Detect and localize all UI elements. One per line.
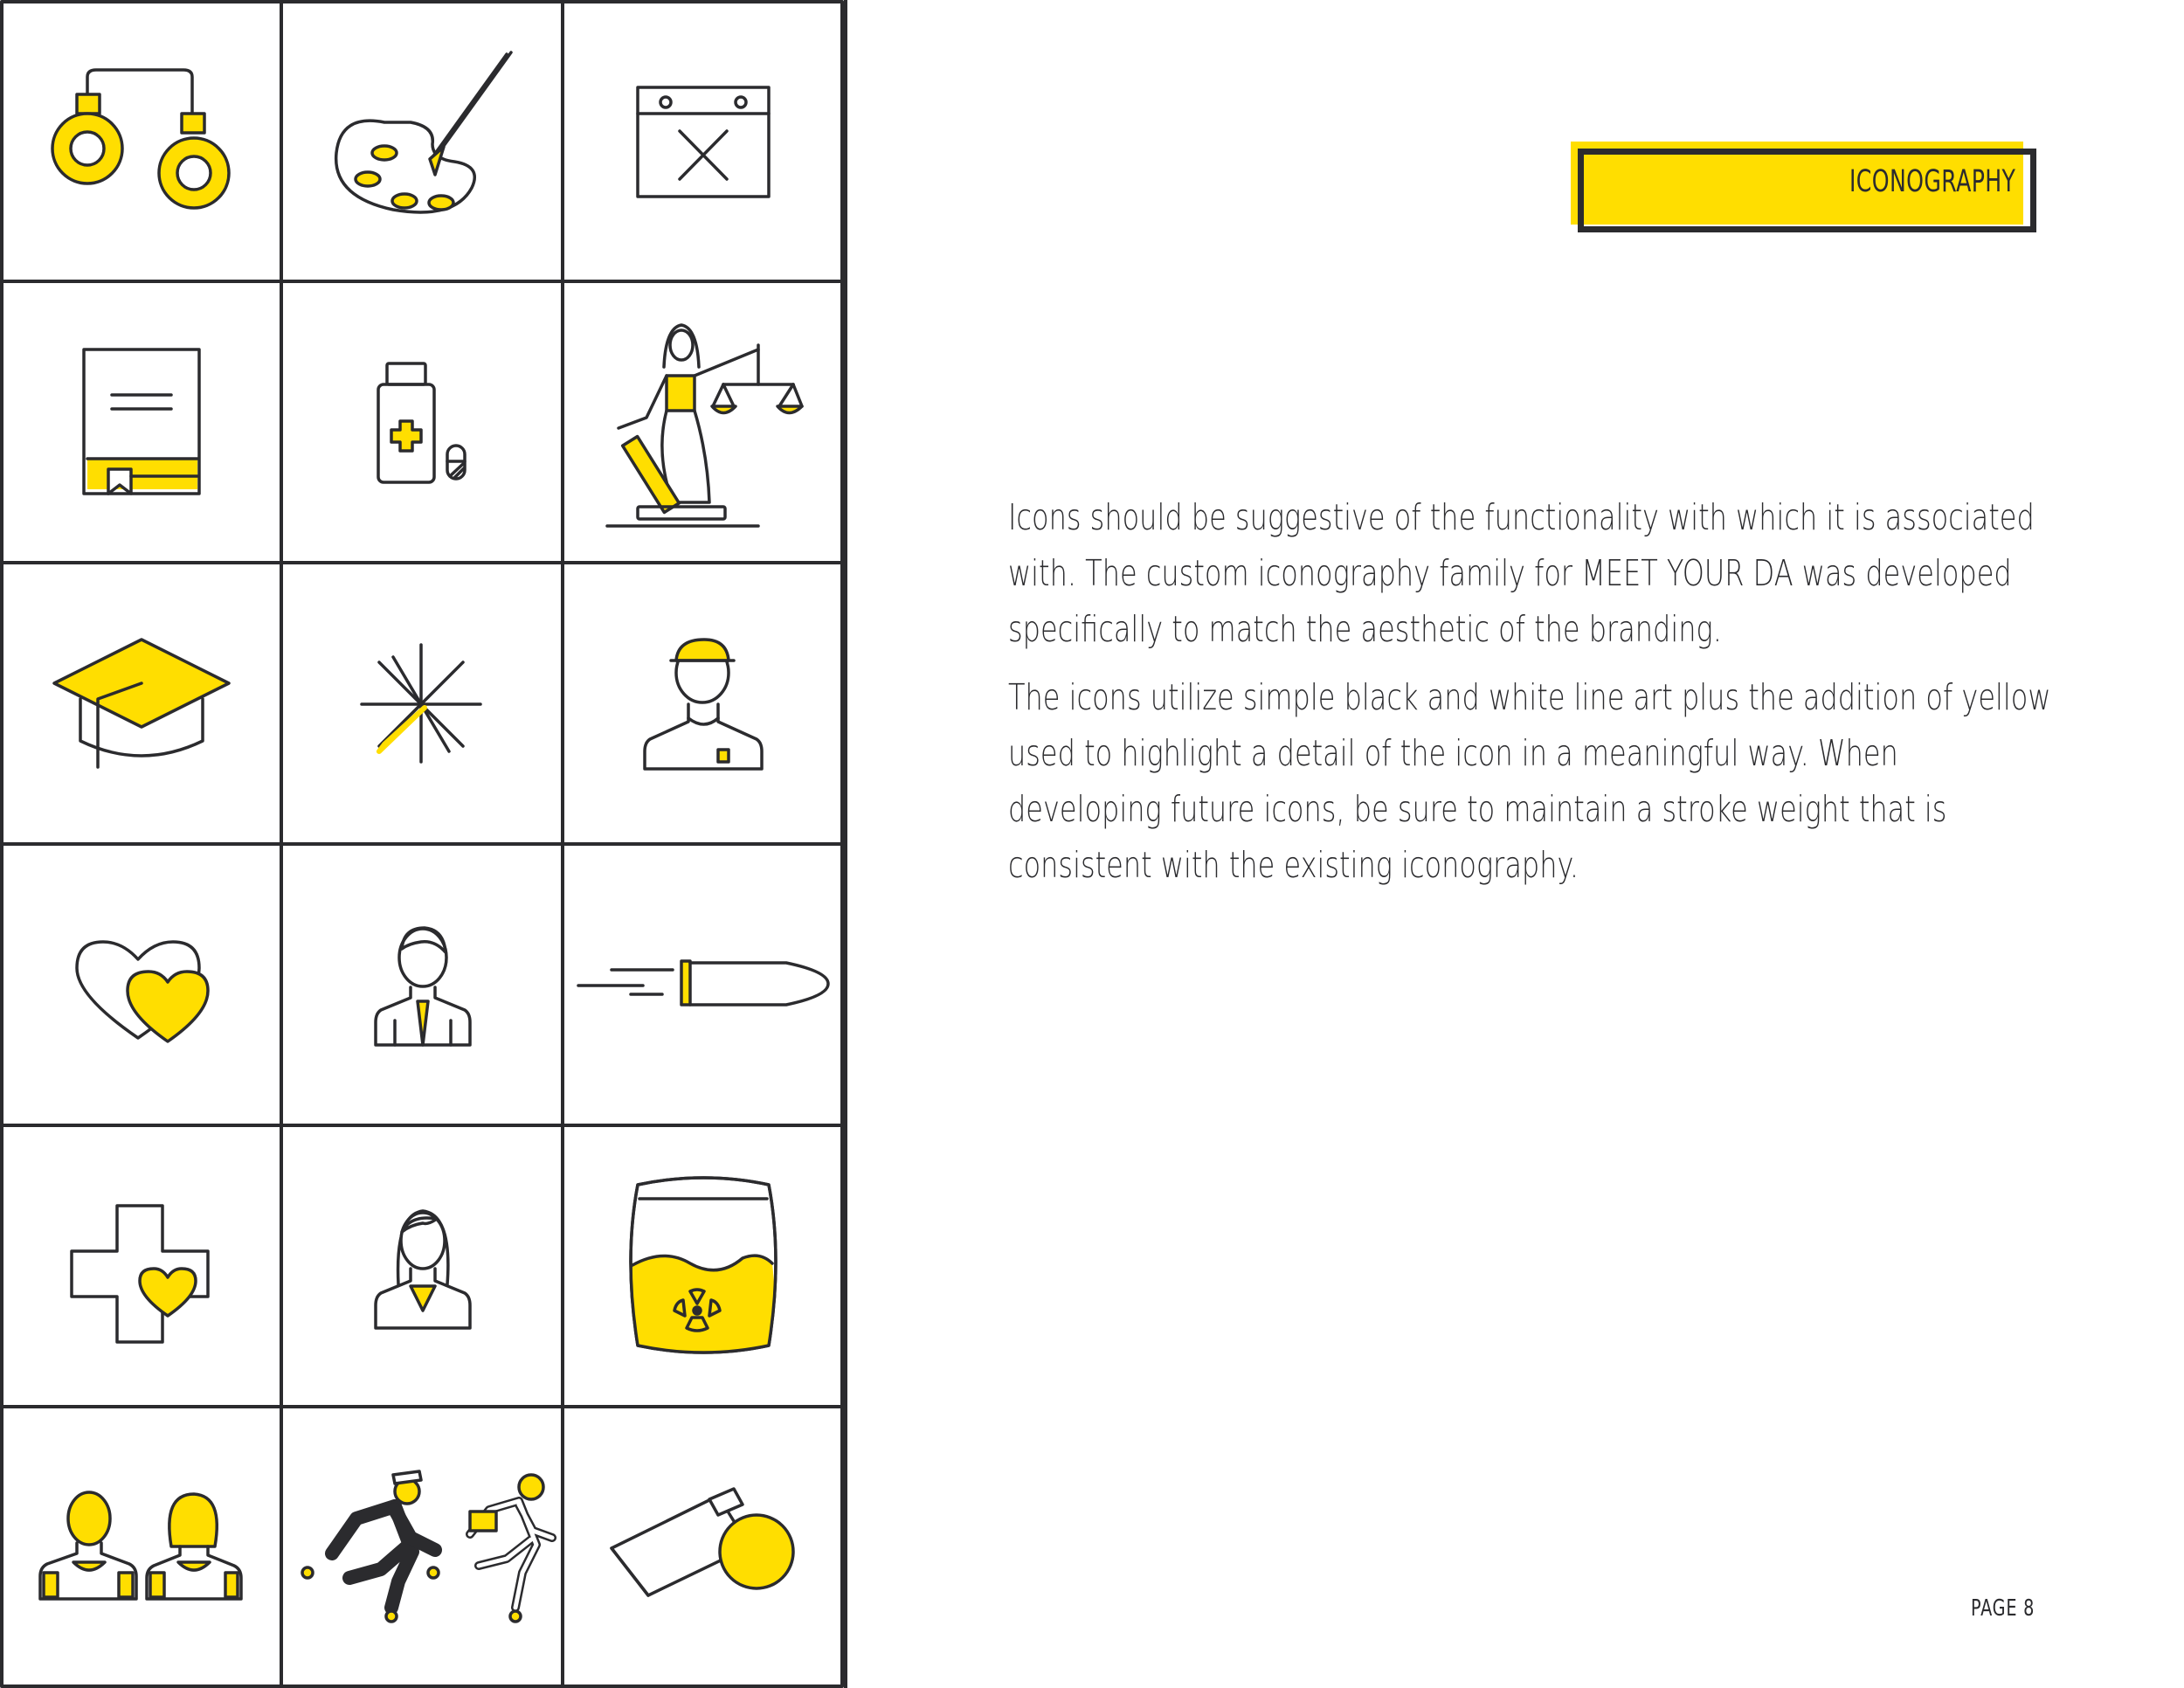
paragraph-intro: Icons should be suggestive of the functionality with which it is associated with. The custom iconography family for MEET YOUR DA was developed specifically to match the aesthetic of the branding. — [1008, 496, 2035, 650]
page-divider — [844, 0, 847, 1688]
grid-lines — [0, 0, 844, 1688]
calendar-cancel-icon — [638, 87, 769, 197]
starburst-icon — [362, 645, 480, 762]
whistle-icon — [612, 1489, 793, 1595]
handcuffs-icon — [52, 70, 229, 208]
page-number: PAGE 8 — [1971, 1595, 2035, 1622]
lady-justice-icon — [607, 325, 802, 526]
worker-cap-icon — [645, 640, 762, 769]
businesswoman-icon — [376, 1211, 470, 1328]
radioactive-barrel-icon — [631, 1178, 776, 1352]
section-heading — [1571, 142, 2038, 232]
two-hearts-icon — [77, 942, 208, 1041]
graduation-cap-icon — [54, 640, 229, 767]
icon-grid — [0, 0, 844, 1688]
man-woman-icon — [40, 1492, 241, 1599]
paint-palette-icon — [336, 52, 511, 212]
businessman-icon — [376, 928, 470, 1045]
medicine-bottle-icon — [378, 363, 465, 482]
medical-cross-heart-icon — [72, 1206, 208, 1342]
bullet-icon — [578, 961, 828, 1005]
paragraph-guidelines: The icons utilize simple black and white line art plus the addition of yellow used to highlight a detail of the icon in a meaningful way. When developing future icons, be sure to maintain a stroke weight that is consistent with the existing iconography. — [1008, 676, 2051, 886]
body-copy — [1008, 489, 2056, 905]
law-book-icon — [84, 349, 199, 494]
police-chase-icon — [302, 1471, 552, 1622]
section-heading-text: ICONOGRAPHY — [1849, 164, 2015, 199]
